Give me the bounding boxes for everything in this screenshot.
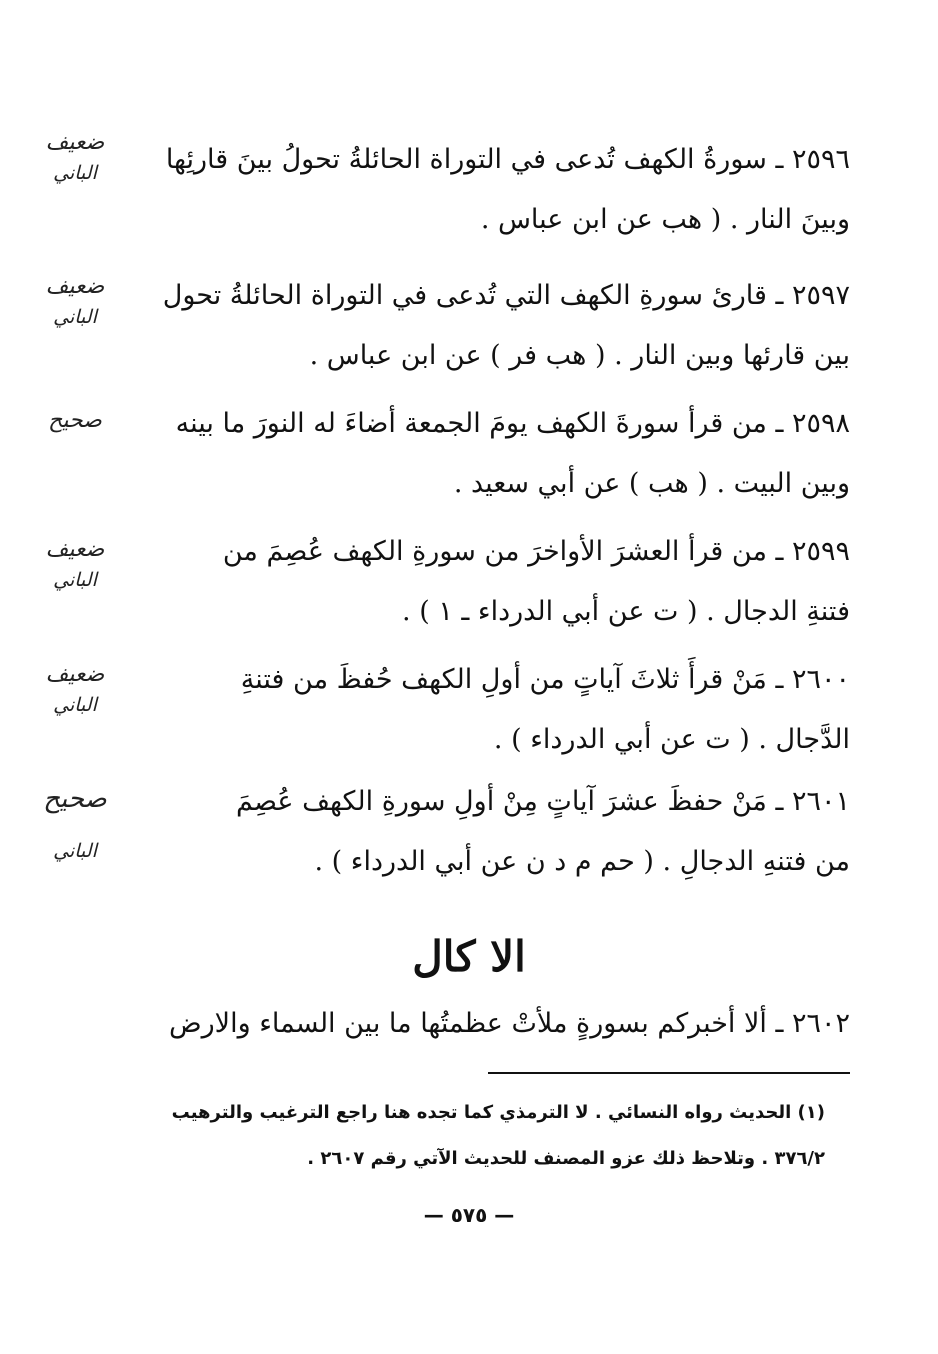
entry-line: الدَّجال . ( ت عن أبي الدرداء ) .: [493, 724, 850, 755]
entry-line: وبين البيت . ( هب ) عن أبي سعيد .: [453, 468, 850, 499]
entry-line: ٢٦٠٢ ـ ألا أخبركم بسورةٍ ملأتْ عظمتُها ما بين السماء والارض: [169, 1008, 850, 1039]
entry-line: بين قارئها وبين النار . ( هب فر ) عن ابن عباس .: [309, 340, 850, 371]
entry-line: ٢٥٩٦ ـ سورةُ الكهف تُدعى في التوراة الحائلةُ تحولُ بينَ قارئِها: [165, 144, 850, 175]
margin-note-grade: ضعيف: [45, 274, 105, 299]
margin-note-grade: صحيح: [43, 784, 107, 814]
margin-note-authority: الباني: [53, 840, 97, 862]
margin-note: [20, 535, 130, 595]
margin-note: [20, 272, 130, 332]
entry-line: وبينَ النار . ( هب عن ابن عباس .: [480, 204, 850, 235]
footnote: [145, 1090, 825, 1182]
margin-note-authority: الباني: [53, 694, 97, 716]
footnote-line: (١) الحديث رواه النسائي . لا الترمذي كما تجده هنا راجع الترغيب والترهيب: [171, 1102, 825, 1123]
margin-note: [20, 784, 130, 866]
margin-note-authority: الباني: [53, 306, 97, 328]
entry-line: ٢٥٩٩ ـ من قرأ العشرَ الأواخرَ من سورةِ الكهف عُصِمَ من: [222, 536, 850, 567]
entry-line: ٢٥٩٧ ـ قارئ سورةِ الكهف التي تُدعى في التوراة الحائلةُ تحول: [162, 280, 850, 311]
hadith-entry: [150, 1004, 850, 1044]
page-number: — ٥٧٥ —: [423, 1203, 515, 1227]
margin-note-grade: ضعيف: [45, 130, 105, 155]
footnote-divider: [488, 1072, 850, 1074]
margin-note-authority: الباني: [53, 162, 97, 184]
entry-line: ٢٦٠١ ـ مَنْ حفظَ عشرَ آياتٍ مِنْ أولِ سورةِ الكهف عُصِمَ: [236, 786, 850, 817]
margin-note-grade: ضعيف: [45, 662, 105, 687]
hadith-entry: [150, 532, 850, 632]
margin-note: [20, 128, 130, 188]
hadith-entry: [150, 140, 850, 240]
section-heading: الا كال: [412, 932, 526, 981]
margin-note-grade: صحيح: [48, 408, 102, 433]
entry-line: فتنةِ الدجال . ( ت عن أبي الدرداء ـ ١ ) .: [402, 596, 850, 627]
hadith-entry: [150, 404, 850, 504]
entry-line: ٢٦٠٠ ـ مَنْ قرأَ ثلاثَ آياتٍ من أولِ الكهف حُفظَ من فتنةِ: [240, 664, 850, 695]
margin-note: [20, 660, 130, 720]
entry-line: ٢٥٩٨ ـ من قرأ سورةَ الكهف يومَ الجمعة أضاءَ له النورَ ما بينه: [175, 408, 850, 439]
margin-note-grade: ضعيف: [45, 537, 105, 562]
hadith-entry: [150, 276, 850, 376]
entry-line: من فتنهِ الدجالِ . ( حم م د ن عن أبي الدرداء ) .: [314, 846, 850, 877]
hadith-entry: [150, 660, 850, 760]
footnote-line: ٣٧٦/٢ . وتلاحظ ذلك عزو المصنف للحديث الآتي رقم ٢٦٠٧ .: [307, 1148, 825, 1169]
margin-note-authority: الباني: [53, 569, 97, 591]
hadith-entry: [150, 782, 850, 882]
margin-note: [20, 406, 130, 436]
